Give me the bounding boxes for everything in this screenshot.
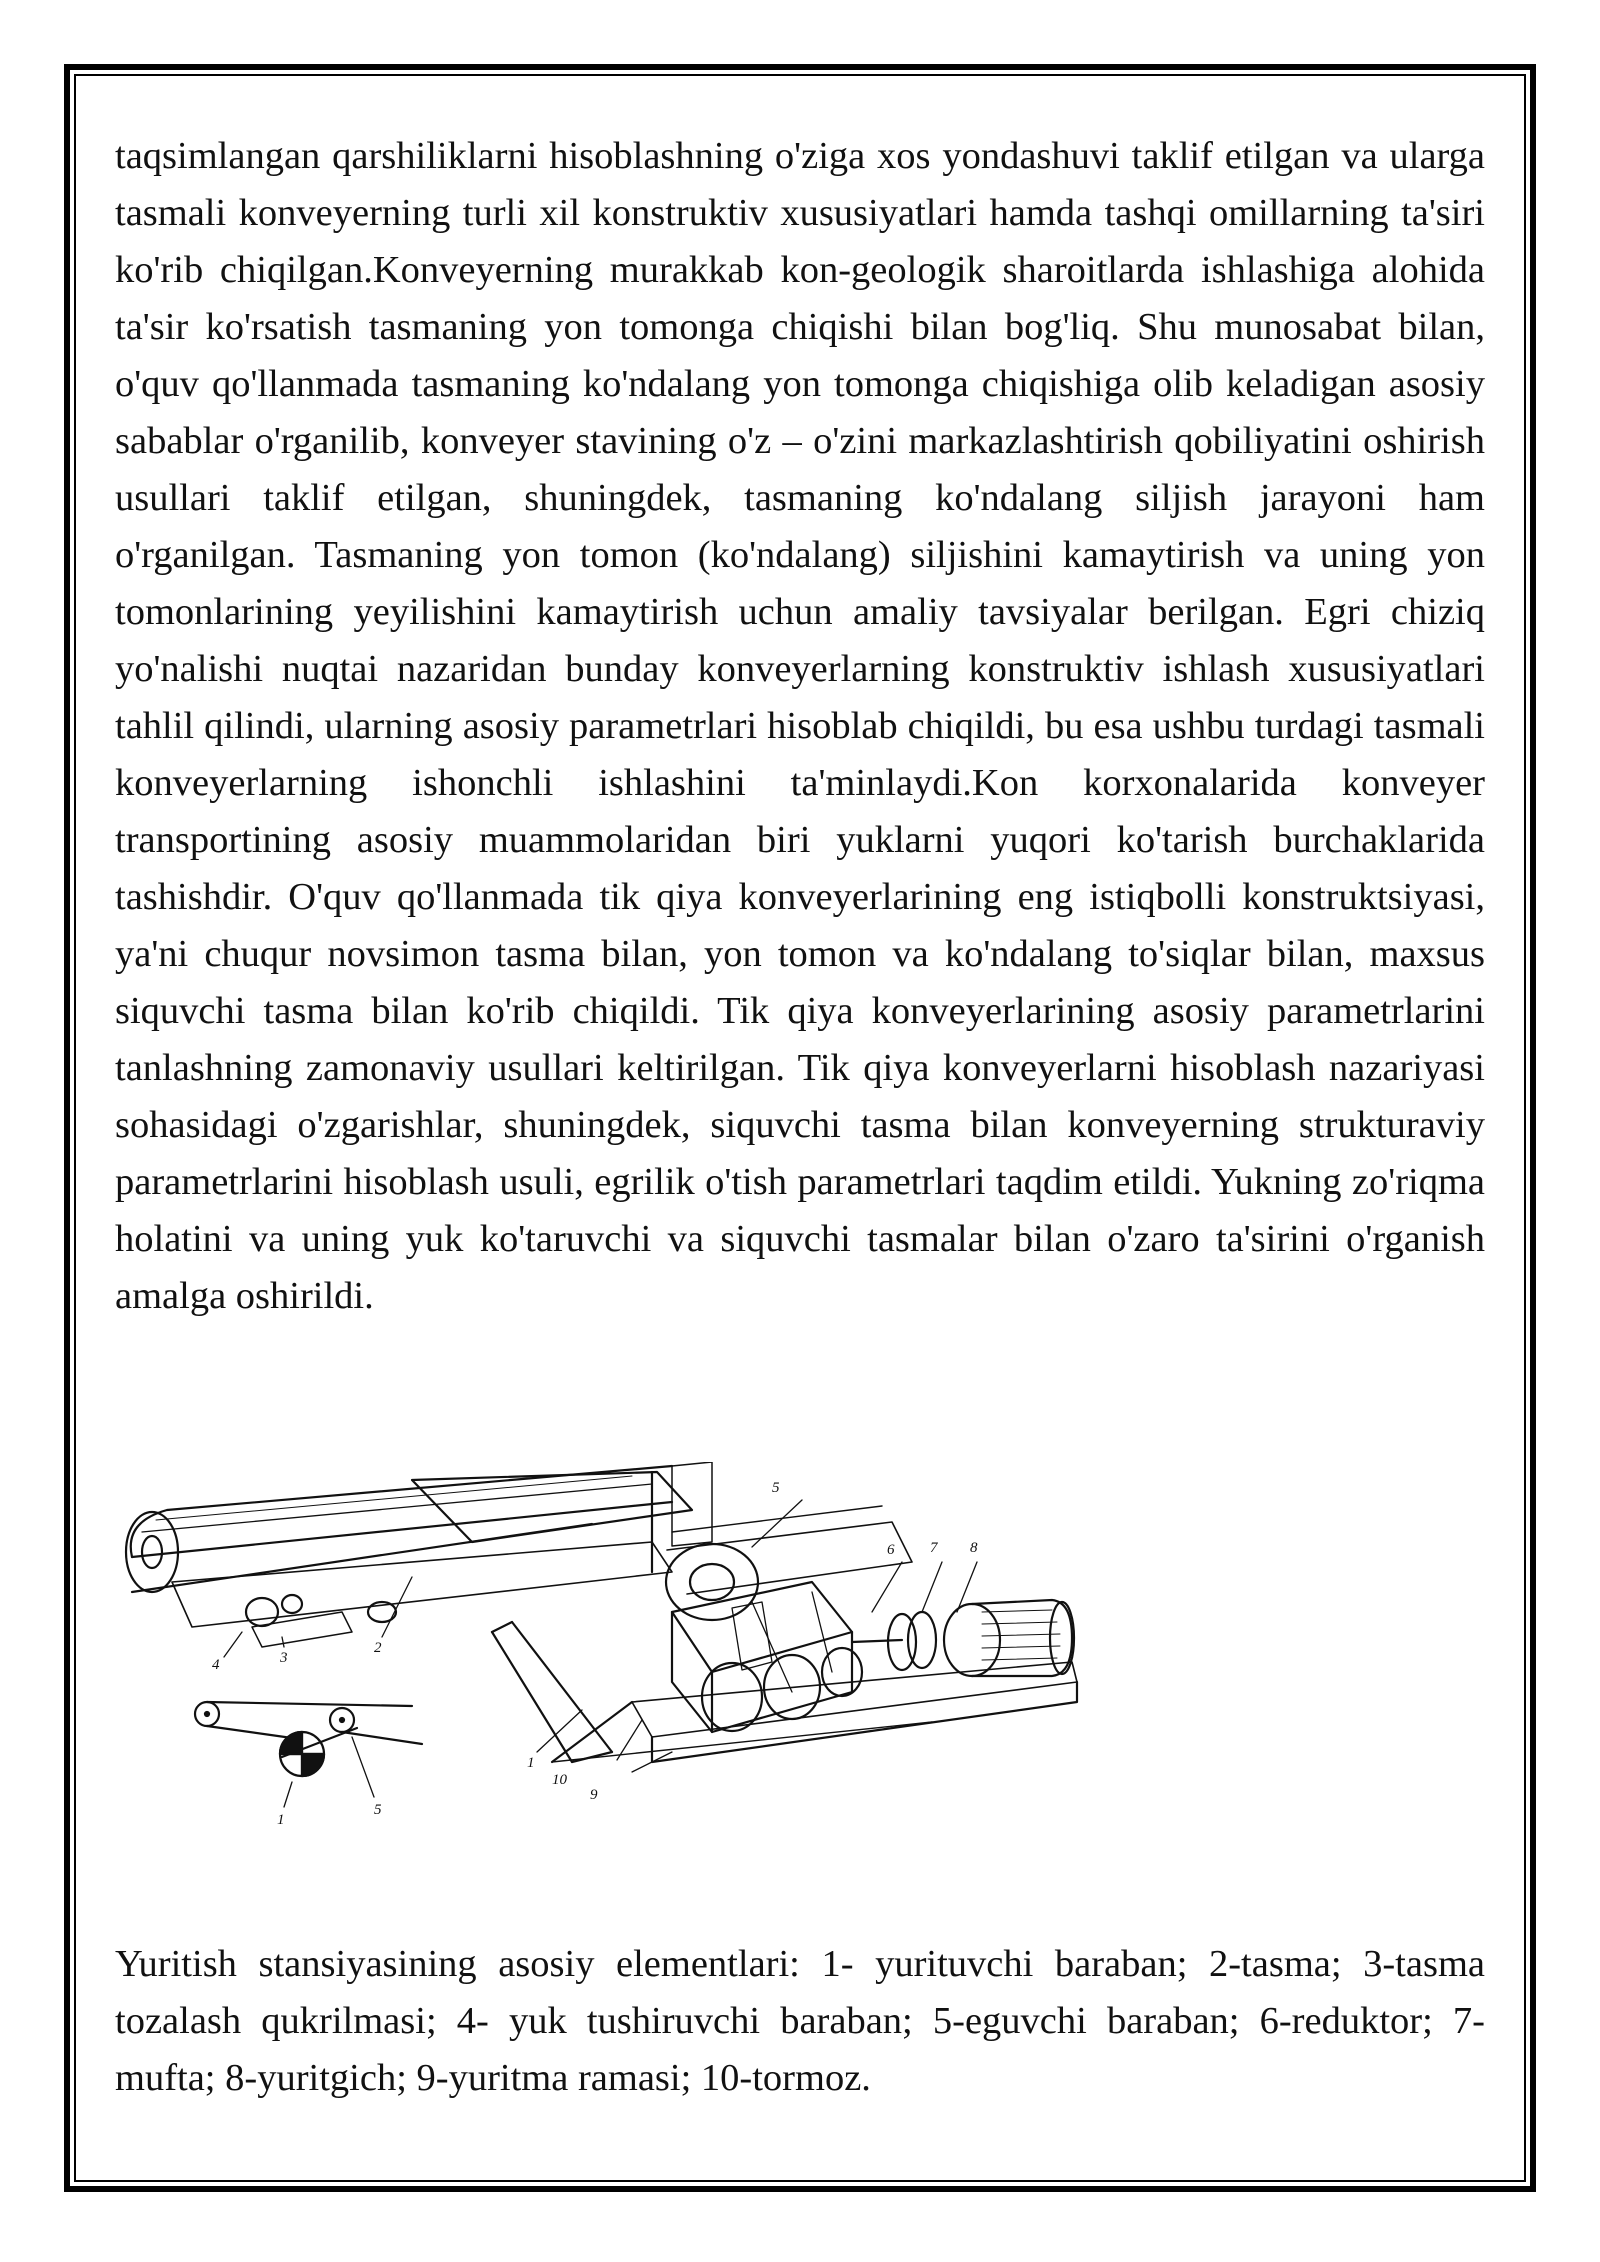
label-2: 2	[374, 1640, 382, 1656]
body-paragraph: taqsimlangan qarshiliklarni hisoblashning o'ziga xos yondashuvi taklif etilgan va ularga tasmali konveyerning turli xil konstruktiv xususiyatlari hamda tashqi omillarning ta'siri ko'rib chiqilgan.Konveyerning murakkab kon-geologik sharoitlarda ishlashiga alohida ta'sir ko'rsatish tasmaning yon tomonga chiqishi bilan bog'liq. Shu munosabat bilan, o'quv qo'llanmada tasmaning ko'ndalang yon tomonga chiqishiga olib keladigan asosiy sabablar o'rganilib, konveyer stavining o'z – o'zini markazlashtirish qobiliyatini oshirish usullari taklif etilgan, shuningdek, tasmaning ko'ndalang siljish jarayoni ham o'rganilgan. Tasmaning yon tomon (ko'ndalang) siljishini kamaytirish va uning yon tomonlarining yeyilishini kamaytirish uchun amaliy tavsiyalar berilgan. Egri chiziq yo'nalishi nuqtai nazaridan bunday konveyerlarning konstruktiv ishlash xususiyatlari tahlil qilindi, ularning asosiy parametrlari hisoblab chiqildi, bu esa ushbu turdagi tasmali konveyerlarning ishonchli ishlashini ta'minlaydi.Kon korxonalarida konveyer transportining asosiy muammolaridan biri yuklarni yuqori ko'tarish burchaklarida tashishdir. O'quv qo'llanmada tik qiya konveyerlarining eng istiqbolli konstruktsiyasi, ya'ni chuqur novsimon tasma bilan, yon tomon va ko'ndalang to'siqlar bilan, maxsus siquvchi tasma bilan ko'rib chiqildi. Tik qiya konveyerlarining asosiy parametrlarini tanlashning zamonaviy usullari keltirilgan. Tik qiya konveyerlarni hisoblash nazariyasi sohasidagi o'zgarishlar, shuningdek, siquvchi tasma bilan konveyerning strukturaviy parametrlarini hisoblash usuli, egrilik o'tish parametrlari taqdim etildi. Yukning zo'riqma holatini va uning yuk ko'taruvchi va siquvchi tasmalar bilan o'zaro ta'sirini o'rganish amalga oshirildi.	[115, 135, 1485, 1317]
label-1-main: 1	[527, 1755, 535, 1771]
label-1-inset: 1	[277, 1812, 285, 1828]
label-3: 3	[280, 1650, 288, 1666]
label-5-inset: 5	[374, 1802, 382, 1818]
label-10: 10	[552, 1772, 567, 1788]
label-4: 4	[212, 1657, 220, 1673]
label-6: 6	[887, 1542, 895, 1558]
label-9: 9	[590, 1787, 598, 1803]
label-8: 8	[970, 1540, 978, 1556]
label-5-top: 5	[772, 1480, 780, 1496]
drive-station-drawing	[112, 1462, 1082, 1852]
label-7: 7	[930, 1540, 938, 1556]
figure-caption: Yuritish stansiyasining asosiy elementlari: 1- yurituvchi baraban; 2-tasma; 3-tasma tozalash qukrilmasi; 4- yuk tushiruvchi baraban; 5-eguvchi baraban; 6-reduktor; 7-mufta; 8-yuritgich; 9-yuritma ramasi; 10-tormoz.	[115, 1943, 1485, 2099]
drive-station-figure	[112, 1462, 1082, 1852]
